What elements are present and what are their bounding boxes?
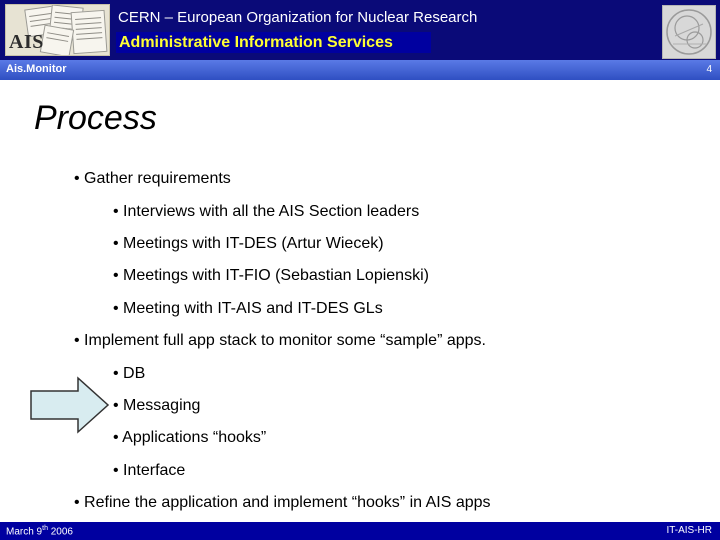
footer-date: [6, 525, 73, 537]
cern-logo: [662, 5, 716, 59]
bullet-interviews: • Interviews with all the AIS Section leaders: [113, 203, 420, 220]
bullet-applications-hooks: • Applications “hooks”: [113, 429, 267, 446]
app-name: Ais.Monitor: [6, 63, 67, 75]
footer-date-year: 2006: [47, 526, 73, 538]
slide-title: Process: [34, 99, 157, 137]
bullet-meeting-gls: • Meeting with IT-AIS and IT-DES GLs: [113, 300, 383, 317]
header-banner: [0, 0, 720, 60]
ais-logo: [5, 4, 110, 56]
bullet-db: • DB: [113, 365, 146, 382]
bullet-messaging: • Messaging: [113, 397, 201, 414]
page-number: 4: [706, 64, 712, 75]
footer-bar: [0, 522, 720, 540]
bullet-implement-stack: • Implement full app stack to monitor some “sample” apps.: [74, 332, 486, 349]
bullet-refine-application: • Refine the application and implement “hooks” in AIS apps: [74, 494, 491, 511]
bullet-interface: • Interface: [113, 462, 186, 479]
bullet-gather-requirements: • Gather requirements: [74, 170, 231, 187]
footer-date-day: March 9: [6, 526, 43, 538]
footer-code: IT-AIS-HR: [666, 525, 712, 536]
section-bar: [0, 60, 720, 80]
organization-name: CERN – European Organization for Nuclear Research: [118, 9, 478, 26]
right-arrow-icon: [30, 376, 110, 434]
department-name: Administrative Information Services: [116, 32, 431, 53]
bullet-meetings-it-fio: • Meetings with IT-FIO (Sebastian Lopienski): [113, 267, 429, 284]
logo-text: AIS: [9, 31, 44, 53]
footer-date-suffix: th: [42, 525, 48, 532]
bullet-meetings-it-des: • Meetings with IT-DES (Artur Wiecek): [113, 235, 384, 252]
